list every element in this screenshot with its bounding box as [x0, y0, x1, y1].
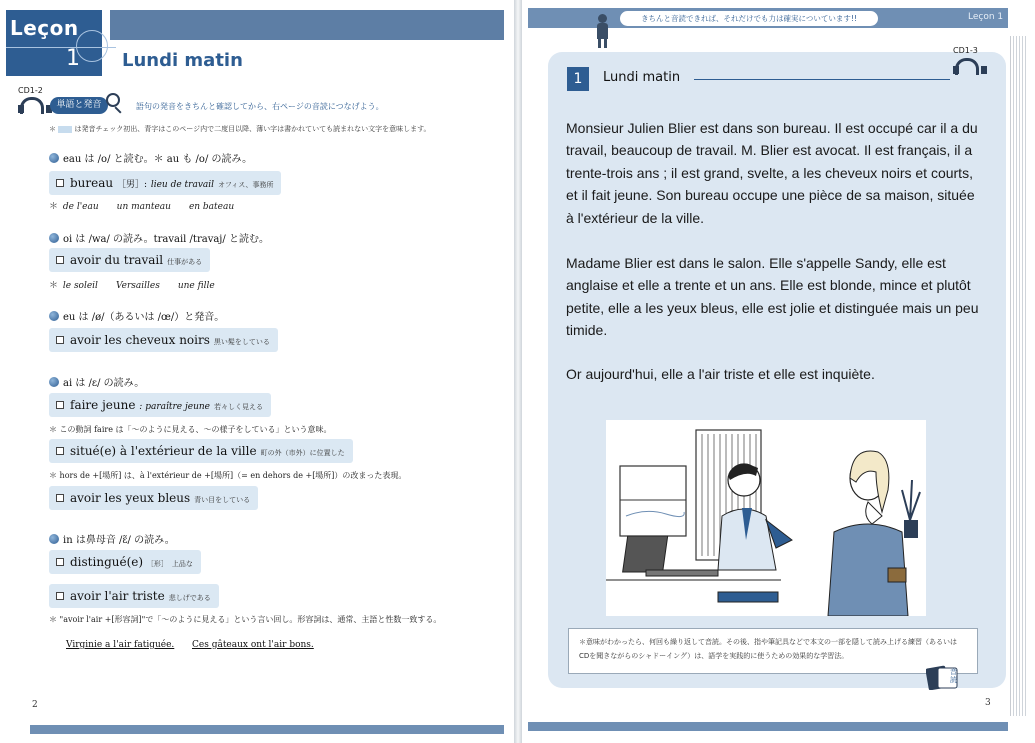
pronunciation-rule: in は鼻母音 /ɛ̃/ の読み。 — [49, 531, 175, 546]
vocab-entry: faire jeune : paraître jeune 若々しく見える — [49, 393, 271, 417]
page-number: 3 — [985, 698, 991, 708]
checkbox[interactable] — [56, 447, 64, 455]
vocab-entry: avoir du travail 仕事がある — [49, 248, 210, 272]
checkbox[interactable] — [56, 401, 64, 409]
usage-note: ＊ "avoir l'air +[形容詞]"で「～のように見える」という言い回し。形容詞は、通常、主語と性数一致する。 — [49, 615, 442, 624]
header-band — [110, 10, 504, 40]
reading-badge-label: 音読 — [950, 668, 957, 684]
reading-paragraph: Madame Blier est dans le salon. Elle s'appelle Sandy, elle est anglaise et elle a trente et un ans. Elle est blonde, mince et plutôt petite, elle a les yeux bleus, elle est jolie et distinguée mais un peu timide. — [566, 255, 979, 339]
example-sentence: Virginie a l'air fatiguée. — [66, 640, 175, 650]
page-title: Lundi matin — [122, 50, 243, 71]
book-spine — [514, 0, 522, 743]
vocab-entry: avoir l'air triste 悲しげである — [49, 584, 219, 608]
example-words: ＊ le soleil Versailles une fille — [49, 281, 215, 291]
section-title: Lundi matin — [603, 70, 681, 85]
footer-band — [30, 725, 504, 734]
usage-note: ＊ hors de +[場所] は、à l'extérieur de +[場所]（= en dehors de +[場所]）の改まった表現。 — [49, 471, 407, 480]
usage-note: ＊ この動詞 faire は「～のように見える、～の様子をしている」という意味。 — [49, 425, 332, 434]
section-description: 語句の発音をきちんと確認してから、右ページの音読につなげよう。 — [136, 102, 384, 111]
illustration — [606, 420, 926, 616]
checkbox[interactable] — [56, 592, 64, 600]
legend-note: ＊ は発音チェック初出、青字はこのページ内で二度目以降、薄い字は書かれていても読まれない文字を意味します。 — [49, 125, 431, 133]
right-page — [522, 0, 1035, 743]
vocab-entry: avoir les cheveux noirs 黒い髪をしている — [49, 328, 278, 352]
lesson-label: Leçon 1 — [968, 12, 1004, 22]
magnifier-icon — [106, 93, 120, 107]
bullet-icon — [49, 233, 59, 243]
vocab-entry: situé(e) à l'extérieur de la ville 町の外（市外）に位置した — [49, 439, 353, 463]
cd-track-label: CD1-2 — [18, 86, 43, 95]
footer-band — [528, 722, 1008, 731]
tip-banner: きちんと音読できれば、それだけでも力は確実についています!! — [620, 11, 878, 26]
checkbox[interactable] — [56, 558, 64, 566]
lesson-label: Leçon — [10, 16, 79, 40]
pronunciation-rule: ai は /ɛ/ の読み。 — [49, 374, 144, 389]
section-number: 1 — [567, 67, 589, 91]
checkbox[interactable] — [56, 256, 64, 264]
pronunciation-rule: oi は /wa/ の読み。travail /travaj/ と読む。 — [49, 230, 269, 245]
checkbox[interactable] — [56, 179, 64, 187]
lesson-number: 1 — [66, 46, 80, 71]
person-icon — [594, 14, 610, 48]
bullet-icon — [49, 534, 59, 544]
bullet-icon — [49, 311, 59, 321]
vocab-entry: avoir les yeux bleus 青い目をしている — [49, 486, 258, 510]
checkbox[interactable] — [56, 336, 64, 344]
headphones-icon[interactable] — [18, 97, 40, 113]
pronunciation-rule: eau は /o/ と読む。＊ au も /o/ の読み。 — [49, 150, 252, 165]
bullet-icon — [49, 377, 59, 387]
page-number: 2 — [32, 700, 38, 710]
study-tip-note: ＊意味がわかったら、何回も繰り返して音読。その後、指や筆記具などで本文の一部を隠して読み上げる練習（あるいはCDを聞きながらのシャドーイング）は、語学を実践的に使うための効果的な学習法。 — [568, 628, 978, 674]
checkbox[interactable] — [56, 494, 64, 502]
example-sentence: Ces gâteaux ont l'air bons. — [192, 640, 314, 650]
left-page — [0, 0, 514, 743]
bullet-icon — [49, 153, 59, 163]
page-edges — [1010, 36, 1028, 716]
vocab-entry: distingué(e) ［形］ 上品な — [49, 550, 201, 574]
vocab-entry: bureau ［男］: lieu de travail オフィス、事務所 — [49, 171, 281, 195]
pronunciation-rule: eu は /ø/（あるいは /œ/）と発音。 — [49, 308, 224, 323]
title-rule — [694, 79, 950, 80]
section-badge: 単語と発音 — [50, 97, 108, 114]
cd-track-label: CD1-3 — [953, 46, 978, 55]
office-scene-illustration — [606, 420, 926, 616]
headphones-icon[interactable] — [953, 58, 975, 74]
highlight-swatch — [58, 126, 72, 133]
example-words: ＊ de l'eau un manteau en bateau — [49, 202, 235, 212]
reading-paragraph: Monsieur Julien Blier est dans son bureau. Il est occupé car il a du travail, beaucoup de travail. M. Blier est avocat. Il est français, il a trente-trois ans ; il est grand, svelte, a les cheveux noirs et courts, et il fait jeune. Son bureau occupe une pièce de sa maison, située à l'extérieur de la ville. — [566, 120, 978, 226]
reading-paragraph: Or aujourd'hui, elle a l'air triste et elle est inquiète. — [566, 366, 875, 382]
lesson-number-box — [6, 10, 102, 76]
